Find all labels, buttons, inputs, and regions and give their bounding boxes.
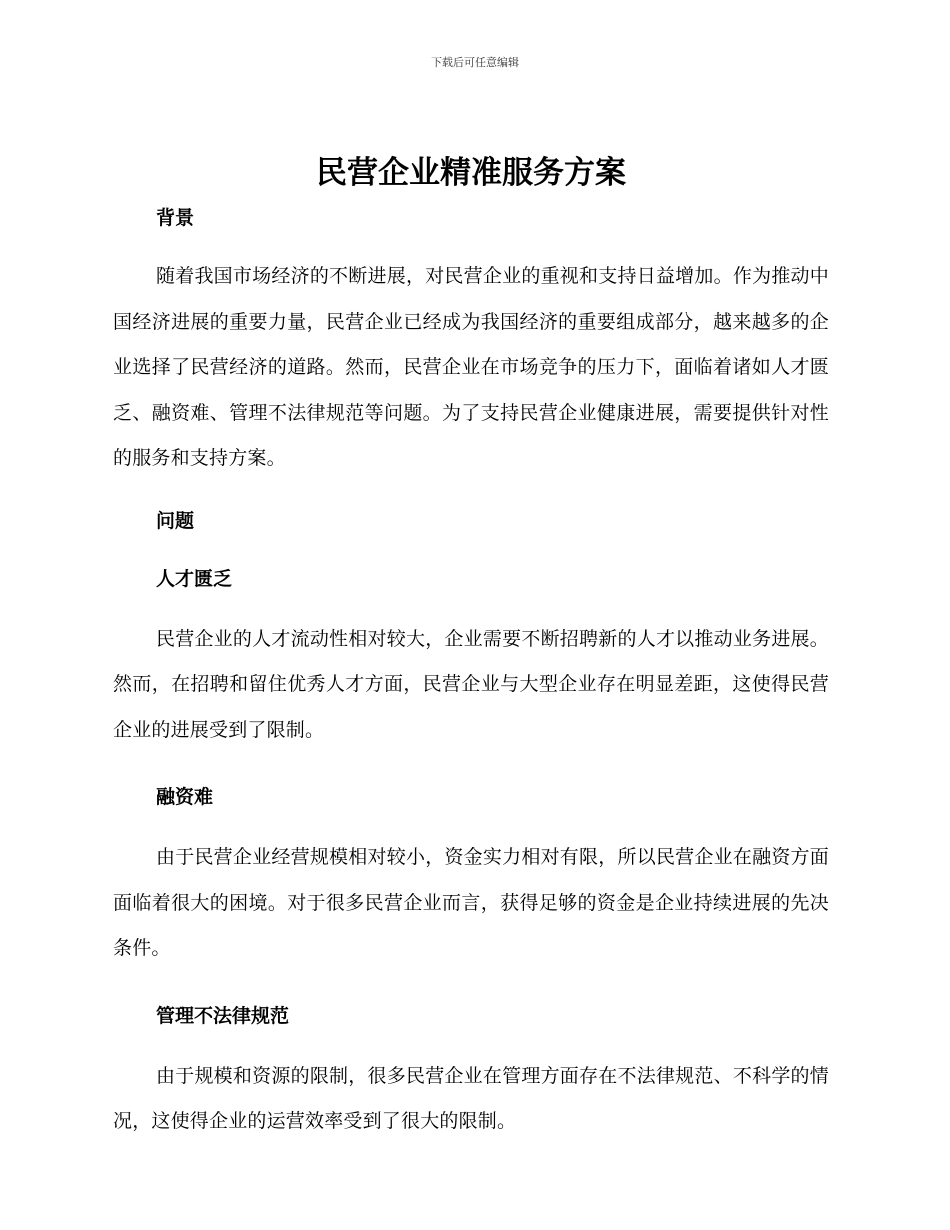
- section-heading-problems: 问题: [156, 509, 195, 532]
- section-management: [113, 1002, 829, 1145]
- section-background: [113, 204, 829, 482]
- section-paragraph-management: 由于规模和资源的限制，很多民营企业在管理方面存在不法律规范、不科学的情况，这使得企业的运营效率受到了很大的限制。: [113, 1064, 829, 1132]
- section-heading-talent-shortage: 人才匮乏: [156, 567, 233, 590]
- section-problems: [113, 507, 829, 535]
- section-heading-background: 背景: [156, 207, 195, 229]
- document-body: [113, 150, 829, 1145]
- document-title: 民营企业精准服务方案: [316, 155, 626, 191]
- section-paragraph-financing: 由于民营企业经营规模相对较小，资金实力相对有限，所以民营企业在融资方面面临着很大的困境。对于很多民营企业而言，获得足够的资金是企业持续进展的先决条件。: [113, 846, 829, 959]
- section-talent-shortage: [113, 565, 829, 754]
- section-paragraph-talent-shortage: 民营企业的人才流动性相对较大，企业需要不断招聘新的人才以推动业务进展。然而，在招聘和留住优秀人才方面，民营企业与大型企业存在明显差距，这使得民营企业的进展受到了限制。: [113, 627, 829, 741]
- page-header-note: 下载后可任意编辑: [431, 56, 519, 69]
- section-paragraph-background: 随着我国市场经济的不断进展，对民营企业的重视和支持日益增加。作为推动中国经济进展的重要力量，民营企业已经成为我国经济的重要组成部分，越来越多的企业选择了民营经济的道路。然而，民营企业在市场竞争的压力下，面临着诸如人才匮乏、融资难、管理不法律规范等问题。为了支持民营企业健康进展，需要提供针对性的服务和支持方案。: [113, 265, 829, 469]
- section-heading-management: 管理不法律规范: [156, 1004, 290, 1027]
- section-heading-financing: 融资难: [156, 786, 214, 808]
- section-financing: [113, 783, 829, 972]
